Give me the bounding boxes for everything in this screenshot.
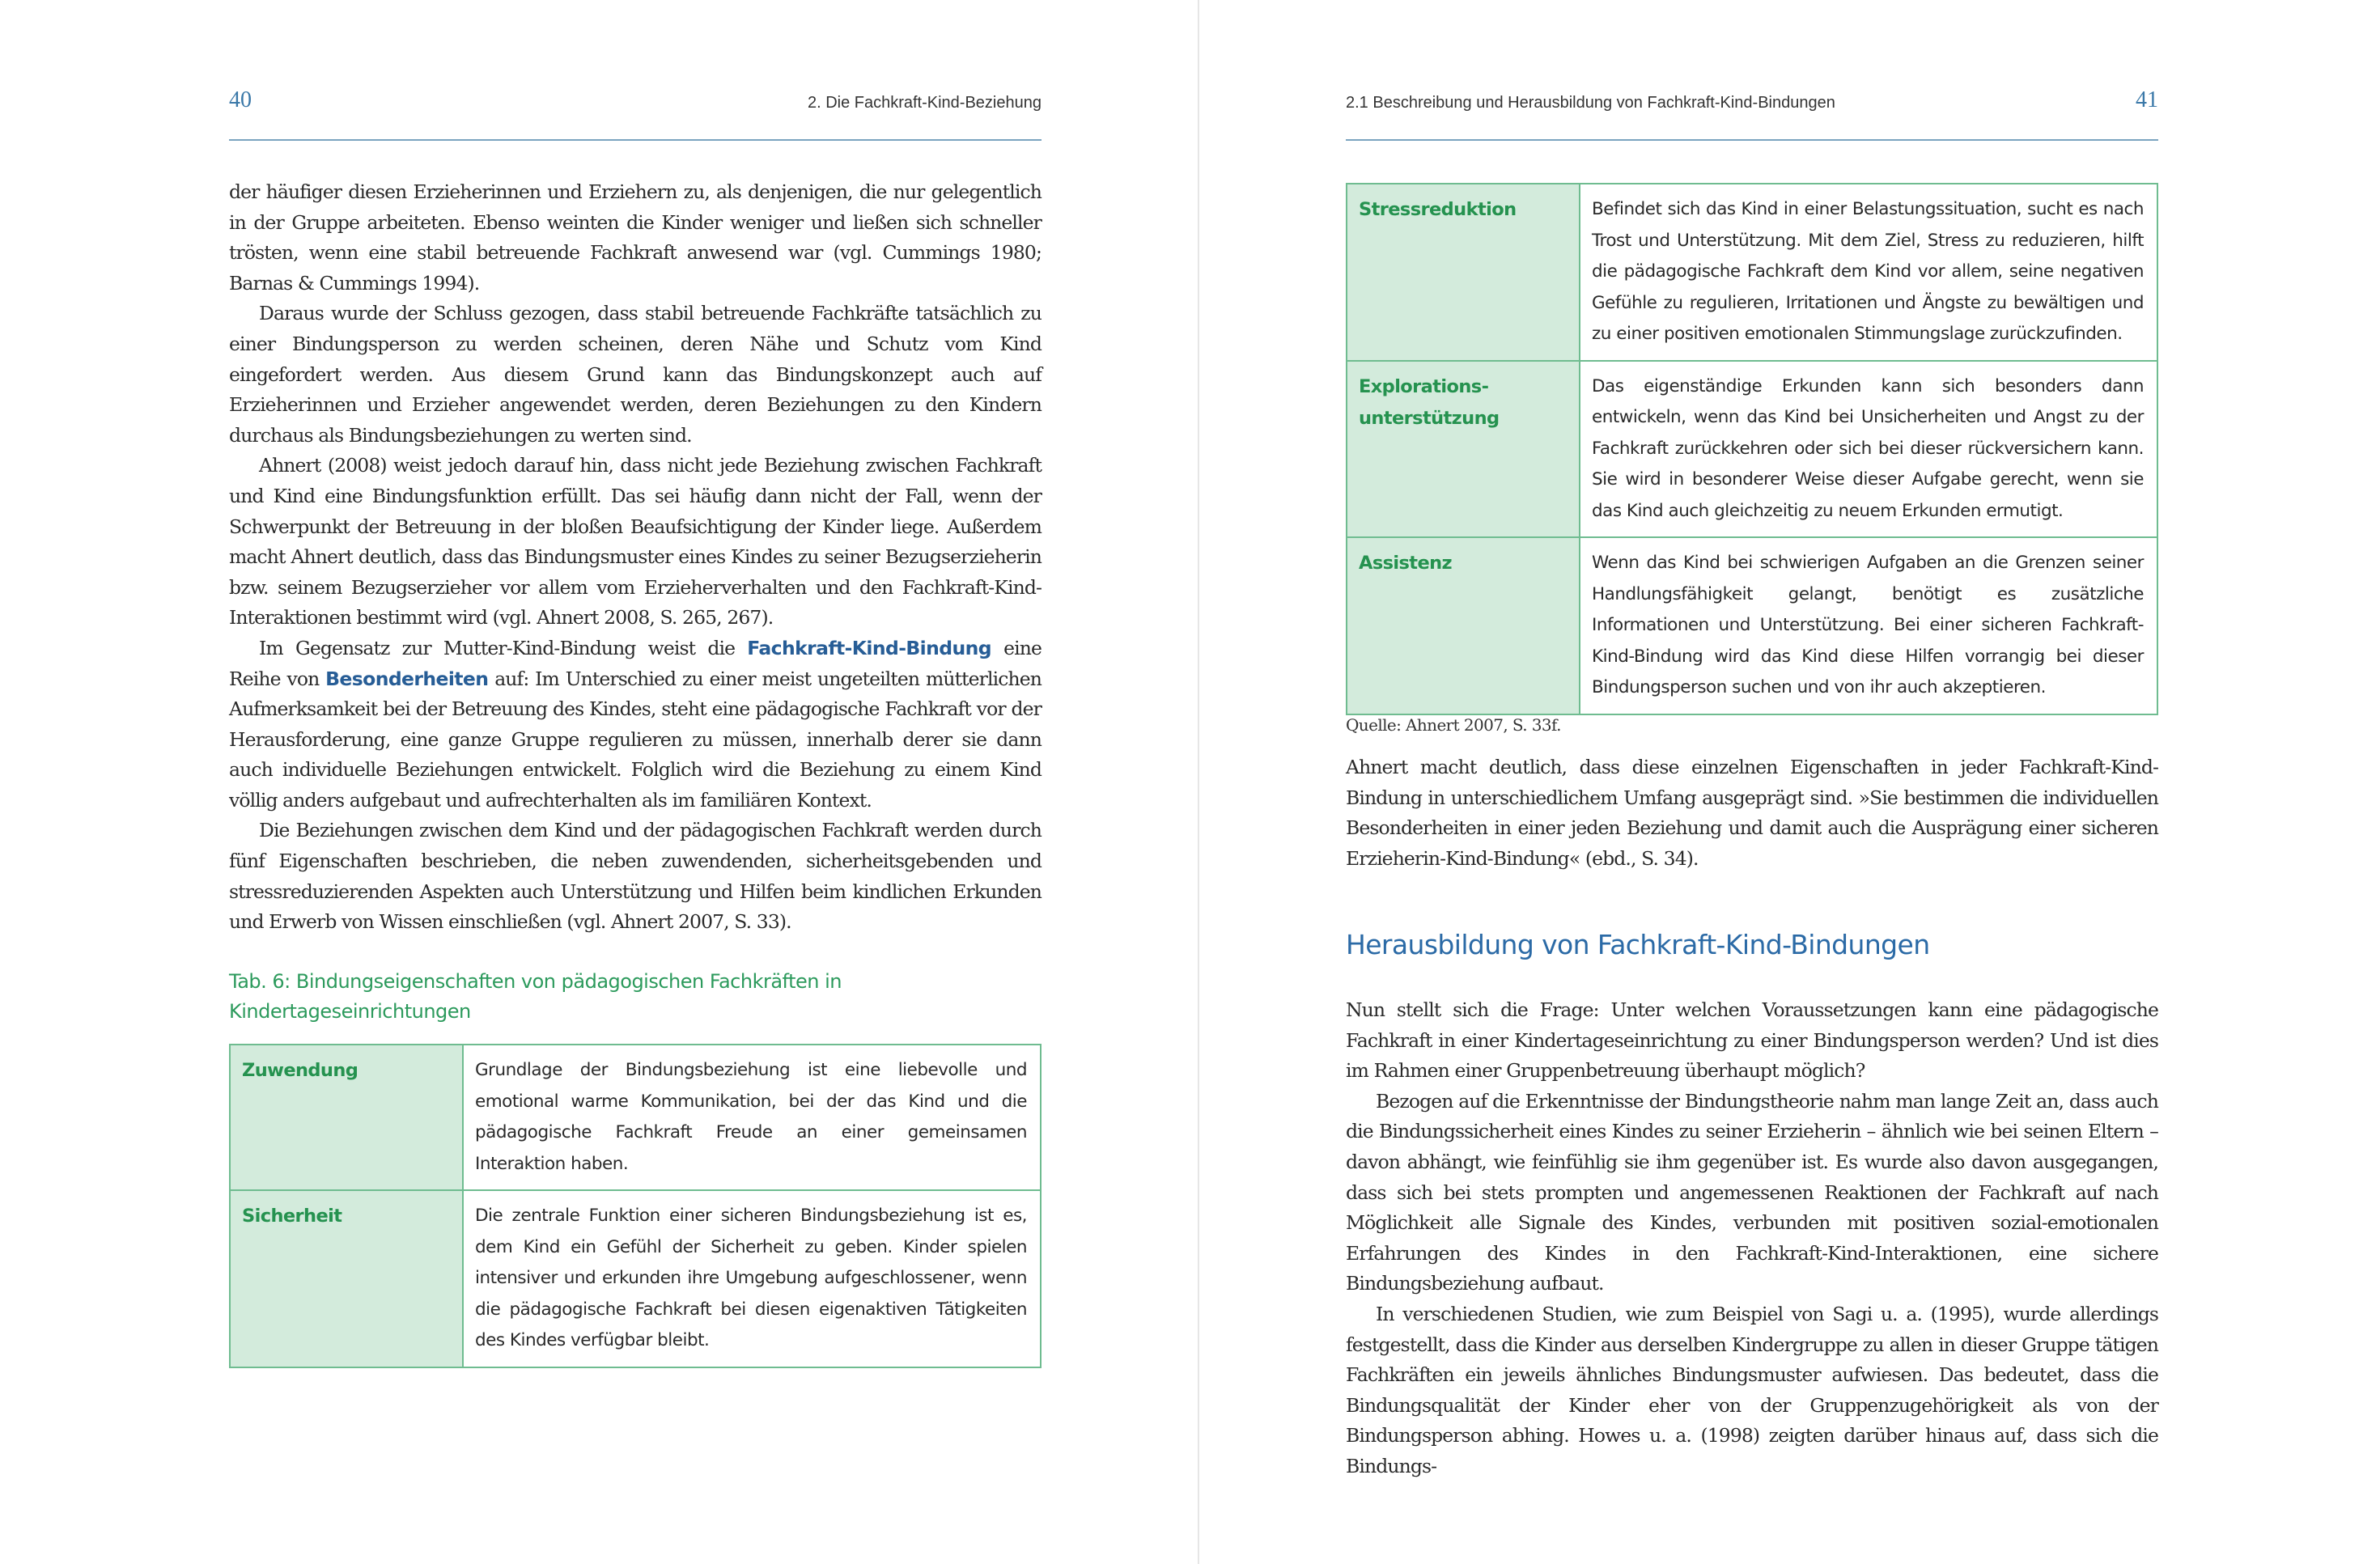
paragraph: In verschiedenen Studien, wie zum Beispiel von Sagi u. a. (1995), wurde allerdings festgestellt, dass die Kinder aus derselben Kindergruppe zu allen in dieser Gruppe tätigen Fachkräften ein jeweils ähnliches Bindungsmuster aufwiesen. Das bedeutet, dass die Bindungsqualität der Kinder eher von der Gruppenzugehörigkeit als von der Bindungsperson abhing. Howes u. a. (1998) zeigten darüber hinaus auf, dass sich die Bindungs- — [1346, 1302, 2158, 1477]
section-heading: Herausbildung von Fachkraft-Kind-Bindungen — [1346, 929, 1930, 960]
paragraph: Im Gegensatz zur Mutter-Kind-Bindung weist die Fachkraft-Kind-Bindung eine Reihe von Besonderheiten auf: Im Unterschied zu einer meist ungeteilten mütterlichen Aufmerksamkeit bei der Betreuung des Kindes, steht eine pädagogische Fachkraft vor der Herausforderung, eine ganze Gruppe regulieren zu müssen, innerhalb derer sie dann auch individuelle Beziehungen entwickelt. Folglich wird die Beziehung zu einem Kind völlig anders aufgebaut und aufrechterhalten als im familiären Kontext. — [229, 636, 1042, 812]
property-label: Assistenz — [1347, 537, 1580, 714]
left-running-head — [229, 84, 1042, 141]
table-row — [1347, 361, 2157, 538]
attachment-properties-table — [229, 1044, 1042, 1368]
table-caption: Tab. 6: Bindungseigenschaften von pädagogischen Fachkräften in Kindertageseinrichtungen — [229, 970, 842, 1023]
right-body-text-bottom — [1346, 995, 2158, 1482]
page-number: 41 — [2136, 87, 2158, 112]
property-description: Das eigenständige Erkunden kann sich besonders dann entwickeln, wenn das Kind bei Unsicherheiten und Angst zu der Fachkraft zurückkehren oder sich bei dieser rückversichern kann. Sie wird in besonderer Weise dieser Aufgabe gerecht, wenn sie das Kind auch gleichzeitig zu neuem Erkunden ermutigt. — [1580, 361, 2157, 538]
table-source: Quelle: Ahnert 2007, S. 33f. — [1346, 715, 1561, 735]
paragraph: Ahnert macht deutlich, dass diese einzelnen Eigenschaften in jeder Fachkraft-Kind-Bindung in unterschiedlichem Umfang ausgeprägt sind. »Sie bestimmen die individuellen Besonderheiten in einer jeden Beziehung und damit auch die Ausprägung einer sicheren Erzieherin-Kind-Bindung« (ebd., S. 34). — [1346, 756, 2158, 870]
key-term: Besonderheiten — [325, 667, 489, 690]
paragraph: Bezogen auf die Erkenntnisse der Bindungstheorie nahm man lange Zeit an, dass auch die Bindungssicherheit eines Kindes zu seiner Erzieherin – ähnlich wie bei seinen Eltern – davon abhängt, wie feinfühlig sie ihm gegenüber ist. Es wurde also davon ausgegangen, dass sich bei stets prompten und angemessenen Reaktionen der Fachkraft auf nach Möglichkeit alle Signale des Kindes, verbunden mit positiven sozial-emotionalen Erfahrungen des Kindes in den Fachkraft-Kind-Interaktionen, eine sichere Bindungsbeziehung aufbaut. — [1346, 1089, 2158, 1295]
paragraph: Ahnert (2008) weist jedoch darauf hin, dass nicht jede Beziehung zwischen Fachkraft und Kind eine Bindungsfunktion erfüllt. Das sei häufig dann nicht der Fall, wenn der Schwerpunkt der Betreuung in der bloßen Beaufsichtigung der Kinder liege. Außerdem macht Ahnert deutlich, dass das Bindungsmuster eines Kindes zu seiner Bezugserzieherin bzw. seinem Bezugserzieher vor allem vom Erzieherverhalten und den Fachkraft-Kind-Interaktionen bestimmt wird (vgl. Ahnert 2008, S. 265, 267). — [229, 454, 1042, 629]
key-term: Fachkraft-Kind-Bindung — [747, 636, 991, 659]
paragraph: Die Beziehungen zwischen dem Kind und der pädagogischen Fachkraft werden durch fünf Eigenschaften beschrieben, die neben zuwendenden, sicherheitsgebenden und stressreduzierenden Aspekten auch Unterstützung und Hilfen beim kindlichen Erkunden und Erwerb von Wissen einschließen (vgl. Ahnert 2007, S. 33). — [229, 819, 1042, 934]
property-description: Grundlage der Bindungsbeziehung ist eine liebevolle und emotional warme Kommunikation, bei der das Kind und die pädagogische Fachkraft Freude an einer gemeinsamen Interaktion haben. — [463, 1045, 1041, 1190]
paragraph: Nun stellt sich die Frage: Unter welchen Voraussetzungen kann eine pädagogische Fachkraft in einer Kindertageseinrichtung zu einer Bindungsperson werden? Und ist dies im Rahmen einer Gruppenbetreuung überhaupt möglich? — [1346, 998, 2158, 1083]
property-description: Die zentrale Funktion einer sicheren Bindungsbeziehung ist es, dem Kind ein Gefühl der Sicherheit zu geben. Kinder spielen intensiver und erkunden ihre Umgebung aufgeschlossener, wenn die pädagogische Fachkraft bei diesen eigenaktiven Tätigkeiten des Kindes verfügbar bleibt. — [463, 1190, 1041, 1367]
paragraph: der häufiger diesen Erzieherinnen und Erziehern zu, als denjenigen, die nur gelegentlich in der Gruppe arbeiteten. Ebenso weinten die Kinder weniger und ließen sich schneller trösten, wenn eine stabil betreuende Fachkraft anwesend war (vgl. Cummings 1980; Barnas & Cummings 1994). — [229, 180, 1042, 295]
property-description: Wenn das Kind bei schwierigen Aufgaben an die Grenzen seiner Handlungsfähigkeit gelangt, benötigt es zusätzliche Informationen und Unterstützung. Bei einer sicheren Fachkraft-Kind-Bindung wird das Kind diese Hilfen vorrangig bei dieser Bindungsperson suchen und von ihr auch akzeptieren. — [1580, 537, 2157, 714]
table-row — [1347, 537, 2157, 714]
attachment-properties-table-continued — [1346, 183, 2158, 715]
right-running-head — [1346, 84, 2158, 141]
table-row — [1347, 184, 2157, 361]
chapter-title: 2. Die Fachkraft-Kind-Beziehung — [807, 94, 1042, 112]
page-gutter — [1198, 0, 1199, 1564]
property-label: Zuwendung — [230, 1045, 463, 1190]
property-label: Explorationsunterstützung — [1347, 361, 1580, 538]
property-label: Stressreduktion — [1347, 184, 1580, 361]
page-number: 40 — [229, 87, 252, 112]
table-row — [230, 1190, 1041, 1367]
left-body-text — [229, 177, 1042, 938]
table-row — [230, 1045, 1041, 1190]
section-running-title: 2.1 Beschreibung und Herausbildung von Fachkraft-Kind-Bindungen — [1346, 94, 1835, 112]
right-body-text-top — [1346, 752, 2158, 874]
paragraph: Daraus wurde der Schluss gezogen, dass stabil betreuende Fachkräfte tatsächlich zu einer Bindungsperson zu werden scheinen, deren Nähe und Schutz vom Kind eingefordert werden. Aus diesem Grund kann das Bindungskonzept auch auf Erzieherinnen und Erzieher angewendet werden, deren Beziehungen zu den Kindern durchaus als Bindungsbeziehungen zu werten sind. — [229, 302, 1042, 447]
property-description: Befindet sich das Kind in einer Belastungssituation, sucht es nach Trost und Unterstützung. Mit dem Ziel, Stress zu reduzieren, hilft die pädagogische Fachkraft dem Kind vor allem, seine negativen Gefühle zu regulieren, Irritationen und Ängste zu bewältigen und zu einer positiven emotionalen Stimmungslage zurückzufinden. — [1580, 184, 2157, 361]
property-label: Sicherheit — [230, 1190, 463, 1367]
